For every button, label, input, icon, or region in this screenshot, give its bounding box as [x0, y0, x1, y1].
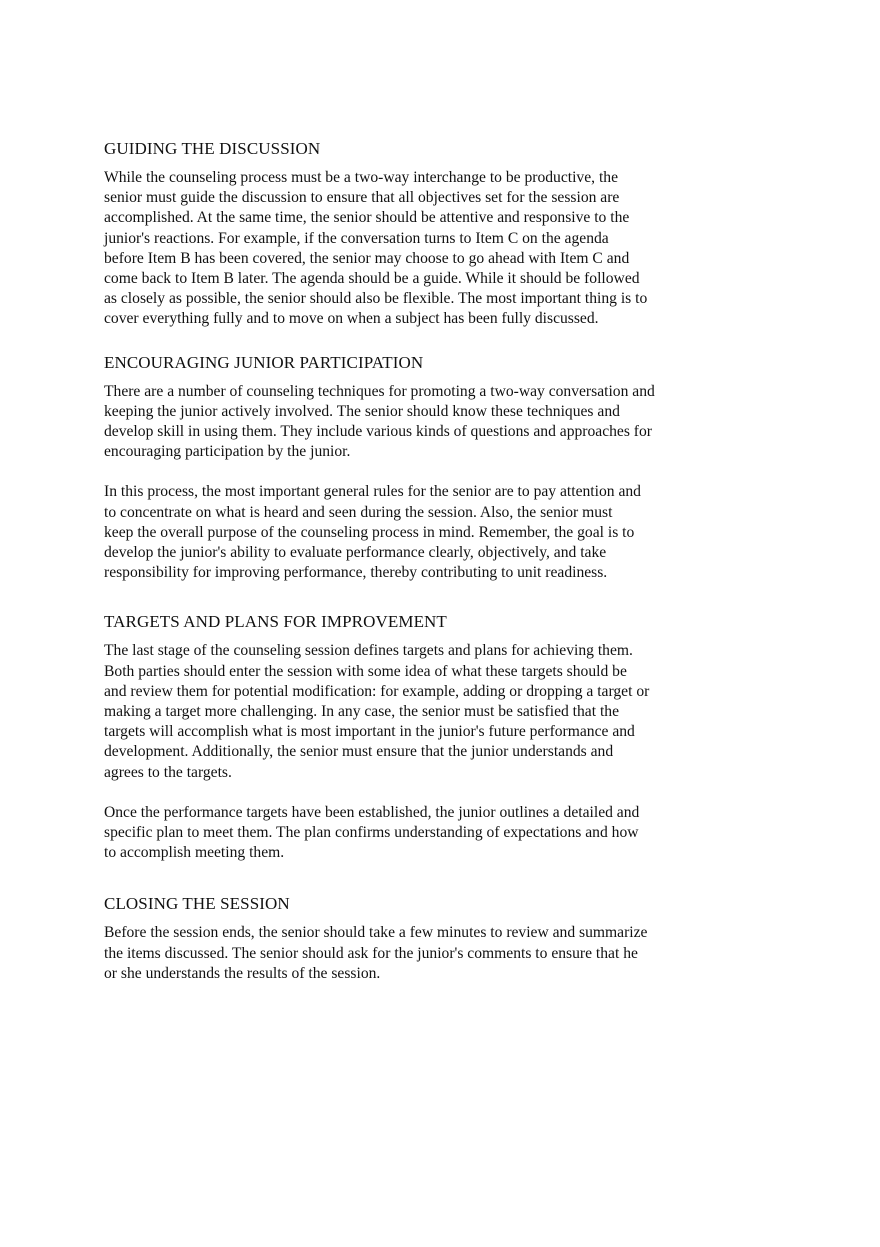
paragraph-spacer [104, 462, 724, 482]
section-encouraging-junior-participation [104, 352, 724, 584]
document-body [104, 138, 724, 984]
section-heading: TARGETS AND PLANS FOR IMPROVEMENT [104, 612, 447, 632]
section-spacer [104, 863, 724, 893]
section-guiding-the-discussion [104, 138, 724, 330]
paragraph: While the counseling process must be a two-way interchange to be productive, the senior must guide the discussion to ensure that all objectives set for the session are accomplished. At the same time, the senior should be attentive and responsive to the junior's reactions. For example, if the conversation turns to Item C on the agenda before Item B has been covered, the senior may choose to go ahead with Item C and come back to Item B later. The agenda should be a guide. While it should be followed as closely as possible, the senior should also be flexible. The most important thing is to cover everything fully and to move on when a subject has been fully discussed. [104, 169, 648, 328]
paragraph: Once the performance targets have been established, the junior outlines a detailed and specific plan to meet them. The plan confirms understanding of expectations and how to accomplish meeting them. [104, 803, 640, 862]
paragraph-spacer [104, 783, 724, 803]
section-heading: CLOSING THE SESSION [104, 894, 290, 914]
paragraph: The last stage of the counseling session defines targets and plans for achieving them. Both parties should enter the session with some idea of what these targets should be and review them for potential modification: for example, adding or dropping a target or making a target more challenging. In any case, the senior must be satisfied that the targets will accomplish what is most important in the junior's future performance and development. Additionally, the senior must ensure that the junior understands and agrees to the targets. [104, 642, 650, 781]
paragraph: There are a number of counseling techniques for promoting a two-way conversation and keeping the junior actively involved. The senior should know these techniques and develop skill in using them. They include various kinds of questions and approaches for encouraging participation by the junior. [104, 382, 655, 461]
paragraph: Before the session ends, the senior should take a few minutes to review and summarize the items discussed. The senior should ask for the junior's comments to ensure that he or she understands the results of the session. [104, 924, 648, 982]
section-closing-the-session [104, 893, 724, 984]
section-spacer [104, 330, 724, 352]
section-targets-and-plans [104, 611, 724, 863]
section-heading: ENCOURAGING JUNIOR PARTICIPATION [104, 352, 424, 372]
section-spacer [104, 583, 724, 611]
section-heading: GUIDING THE DISCUSSION [104, 139, 321, 158]
paragraph: In this process, the most important general rules for the senior are to pay attention and to concentrate on what is heard and seen during the session. Also, the senior must keep the overall purpose of the counseling process in mind. Remember, the goal is to develop the junior's ability to evaluate performance clearly, objectively, and take responsibility for improving performance, thereby contributing to unit readiness. [104, 483, 641, 582]
